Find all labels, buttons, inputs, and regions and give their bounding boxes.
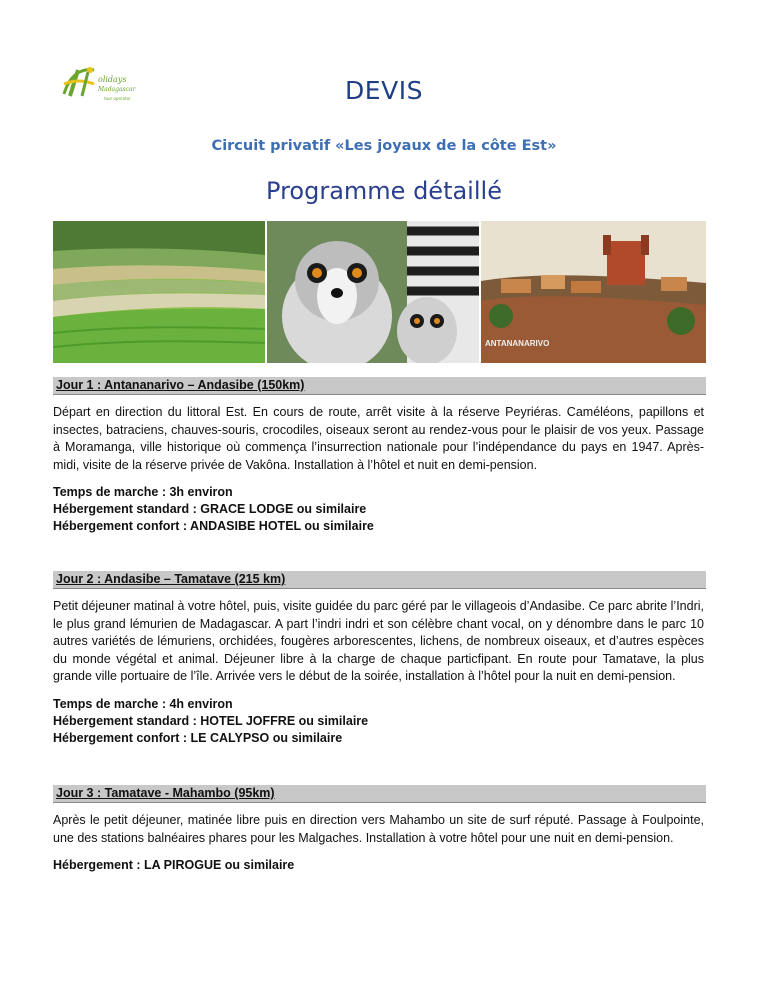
day-1-description: Départ en direction du littoral Est. En cours de route, arrêt visite à la réserve Peyriéras. Caméléons, papillons et insectes, batraciens, chauves-souris, crocodiles, oiseaux seront au rendez-vous pour le plaisir de vos yeux. Passage à Moramanga, ville historique où commença l’insurrection nationale pour l’indépendance du pays en 1947. Après-midi, visite de la réserve privée de Vakôna. Installation à l’hôtel et nuit en demi-pension. (53, 405, 704, 472)
day-1-title: Jour 1 : Antananarivo – Andasibe (150km) (56, 378, 305, 392)
day-3-title: Jour 3 : Tamatave - Mahambo (95km) (56, 786, 275, 800)
document-title: DEVIS (345, 76, 423, 105)
day-3-description: Après le petit déjeuner, matinée libre puis en direction vers Mahambo un site de surf réputé. Passage à Foulpointe, une des stations balnéaires phares pour les Malgaches. Installation à votre hôtel pour une nuit en demi-pension. (53, 813, 704, 845)
svg-text:Madagascar: Madagascar (98, 86, 136, 93)
day-2-info (53, 696, 706, 747)
lemurs-photo (267, 221, 479, 363)
day-3-section (53, 785, 706, 874)
rice-terraces-photo (53, 221, 265, 363)
day-2-standard-lodging: Hébergement standard : HOTEL JOFFRE ou similaire (53, 713, 369, 728)
day-2-header (53, 571, 706, 589)
day-1-comfort-lodging: Hébergement confort : ANDASIBE HOTEL ou similaire (53, 519, 374, 533)
photo-strip (53, 221, 706, 363)
day-1-section (53, 377, 706, 535)
day-2-walking-time: Temps de marche : 4h environ (53, 696, 233, 711)
day-1-header (53, 377, 706, 395)
day-1-walking-time: Temps de marche : 3h environ (53, 485, 233, 499)
antananarivo-caption: ANTANANARIVO (485, 339, 550, 348)
program-heading: Programme détaillé (266, 177, 502, 205)
day-1-info (53, 484, 706, 535)
day-3-header (53, 785, 706, 803)
antananarivo-photo (481, 221, 706, 363)
day-2-section (53, 571, 706, 747)
svg-text:tour operator: tour operator (104, 96, 131, 101)
day-1-standard-lodging: Hébergement standard : GRACE LODGE ou similaire (53, 502, 367, 516)
day-2-comfort-lodging: Hébergement confort : LE CALYPSO ou similaire (53, 730, 343, 745)
day-2-title: Jour 2 : Andasibe – Tamatave (215 km) (56, 572, 286, 586)
day-3-lodging: Hébergement : LA PIROGUE ou similaire (53, 858, 295, 872)
circuit-subtitle: Circuit privatif «Les joyaux de la côte Est» (211, 138, 557, 154)
day-2-description: Petit déjeuner matinal à votre hôtel, puis, visite guidée du parc géré par le villageois d’Andasibe. Ce parc abrite l’Indri, le plus grand lémurien de Madagascar. A part l’indri indri et son célèbre chant vocal, on y dénombre dans le parc 10 autres variétés de lémuriens, orchidées, fougères arborescentes, lichens, de nombreux oiseaux, et d’autres espèces du monde végétal et animal. Déjeuner libre à la charge de chaque particfipant. En route pour Tamatave, la plus grande ville portuaire de l’île. Arrivée vers le début de la soirée, installation à l’hôtel pour la nuit en demi-pension. (53, 599, 704, 683)
day-3-info (53, 857, 706, 874)
svg-text:olidays: olidays (98, 75, 127, 84)
